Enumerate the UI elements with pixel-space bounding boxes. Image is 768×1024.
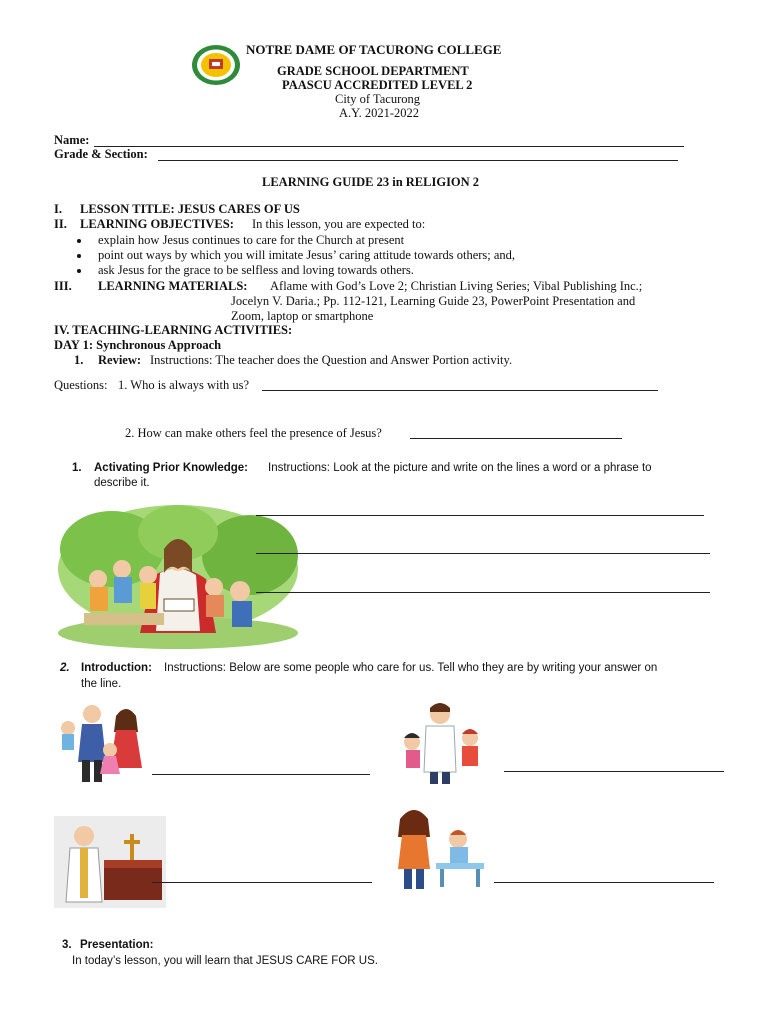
objective-item: explain how Jesus continues to care for the Church at present (98, 233, 405, 247)
question-1: 1. Who is always with us? (118, 378, 250, 392)
answer-line[interactable] (256, 592, 710, 593)
name-label: Name: (54, 133, 90, 147)
introduction-num: 2. (60, 662, 70, 674)
bullet-icon (77, 254, 81, 258)
answer-line[interactable] (152, 774, 370, 775)
school-seal (191, 44, 241, 86)
jesus-with-children-image (54, 503, 302, 651)
objectives-intro: In this lesson, you are expected to: (252, 217, 426, 231)
materials-line: Aflame with God’s Love 2; Christian Living Series; Vibal Publishing Inc.; (270, 279, 643, 293)
doctor-image (398, 702, 490, 786)
review-num: 1. (74, 353, 84, 367)
review-text: Instructions: The teacher does the Question and Answer Portion activity. (150, 353, 513, 367)
lesson-num: I. (54, 202, 62, 216)
academic-year: A.Y. 2021-2022 (339, 106, 419, 120)
prior-knowledge-text: describe it. (94, 477, 150, 489)
answer-line[interactable] (410, 438, 622, 439)
materials-label: LEARNING MATERIALS: (98, 279, 248, 293)
bullet-icon (77, 239, 81, 243)
answer-line[interactable] (262, 390, 658, 391)
objectives-num: II. (54, 217, 67, 231)
introduction-label: Introduction: (81, 662, 152, 674)
introduction-text: the line. (81, 678, 122, 690)
priest-image (54, 816, 166, 908)
question-2: 2. How can make others feel the presence of Jesus? (125, 426, 382, 440)
answer-line[interactable] (504, 771, 724, 772)
prior-knowledge-text: Instructions: Look at the picture and write on the lines a word or a phrase to (268, 462, 652, 474)
objective-item: point out ways by which you will imitate Jesus’ caring attitude towards others; and, (98, 248, 516, 262)
accreditation: PAASCU ACCREDITED LEVEL 2 (282, 78, 473, 92)
objectives-label: LEARNING OBJECTIVES: (80, 217, 234, 231)
presentation-text: In today’s lesson, you will learn that JESUS CARE FOR US. (72, 955, 378, 967)
family-image (54, 702, 146, 786)
objective-item: ask Jesus for the grace to be selfless and loving towards others. (98, 263, 414, 277)
grade-section-label: Grade & Section: (54, 147, 148, 161)
answer-line[interactable] (494, 882, 714, 883)
materials-num: III. (54, 279, 72, 293)
school-name: NOTRE DAME OF TACURONG COLLEGE (246, 42, 502, 57)
materials-line: Jocelyn V. Daria.; Pp. 112-121, Learning Guide 23, PowerPoint Presentation and (231, 294, 636, 308)
answer-line[interactable] (256, 515, 704, 516)
questions-prefix: Questions: (54, 378, 108, 392)
lesson-title: LESSON TITLE: JESUS CARES OF US (80, 202, 300, 216)
name-field[interactable] (94, 146, 684, 147)
teacher-image (390, 803, 488, 893)
presentation-num: 3. (62, 939, 72, 951)
prior-knowledge-label: Activating Prior Knowledge: (94, 462, 248, 474)
materials-line: Zoom, laptop or smartphone (231, 309, 374, 323)
day-label: DAY 1: Synchronous Approach (54, 338, 222, 352)
answer-line[interactable] (256, 553, 710, 554)
department-name: GRADE SCHOOL DEPARTMENT (277, 64, 469, 78)
prior-knowledge-num: 1. (72, 462, 82, 474)
review-label: Review: (98, 353, 142, 367)
grade-section-field[interactable] (158, 160, 678, 161)
bullet-icon (77, 269, 81, 273)
presentation-label: Presentation: (80, 939, 154, 951)
activities-label: IV. TEACHING-LEARNING ACTIVITIES: (54, 323, 293, 337)
answer-line[interactable] (152, 882, 372, 883)
introduction-text: Instructions: Below are some people who care for us. Tell who they are by writing your answer on (164, 662, 658, 674)
city: City of Tacurong (335, 92, 420, 106)
guide-title: LEARNING GUIDE 23 in RELIGION 2 (262, 175, 480, 189)
